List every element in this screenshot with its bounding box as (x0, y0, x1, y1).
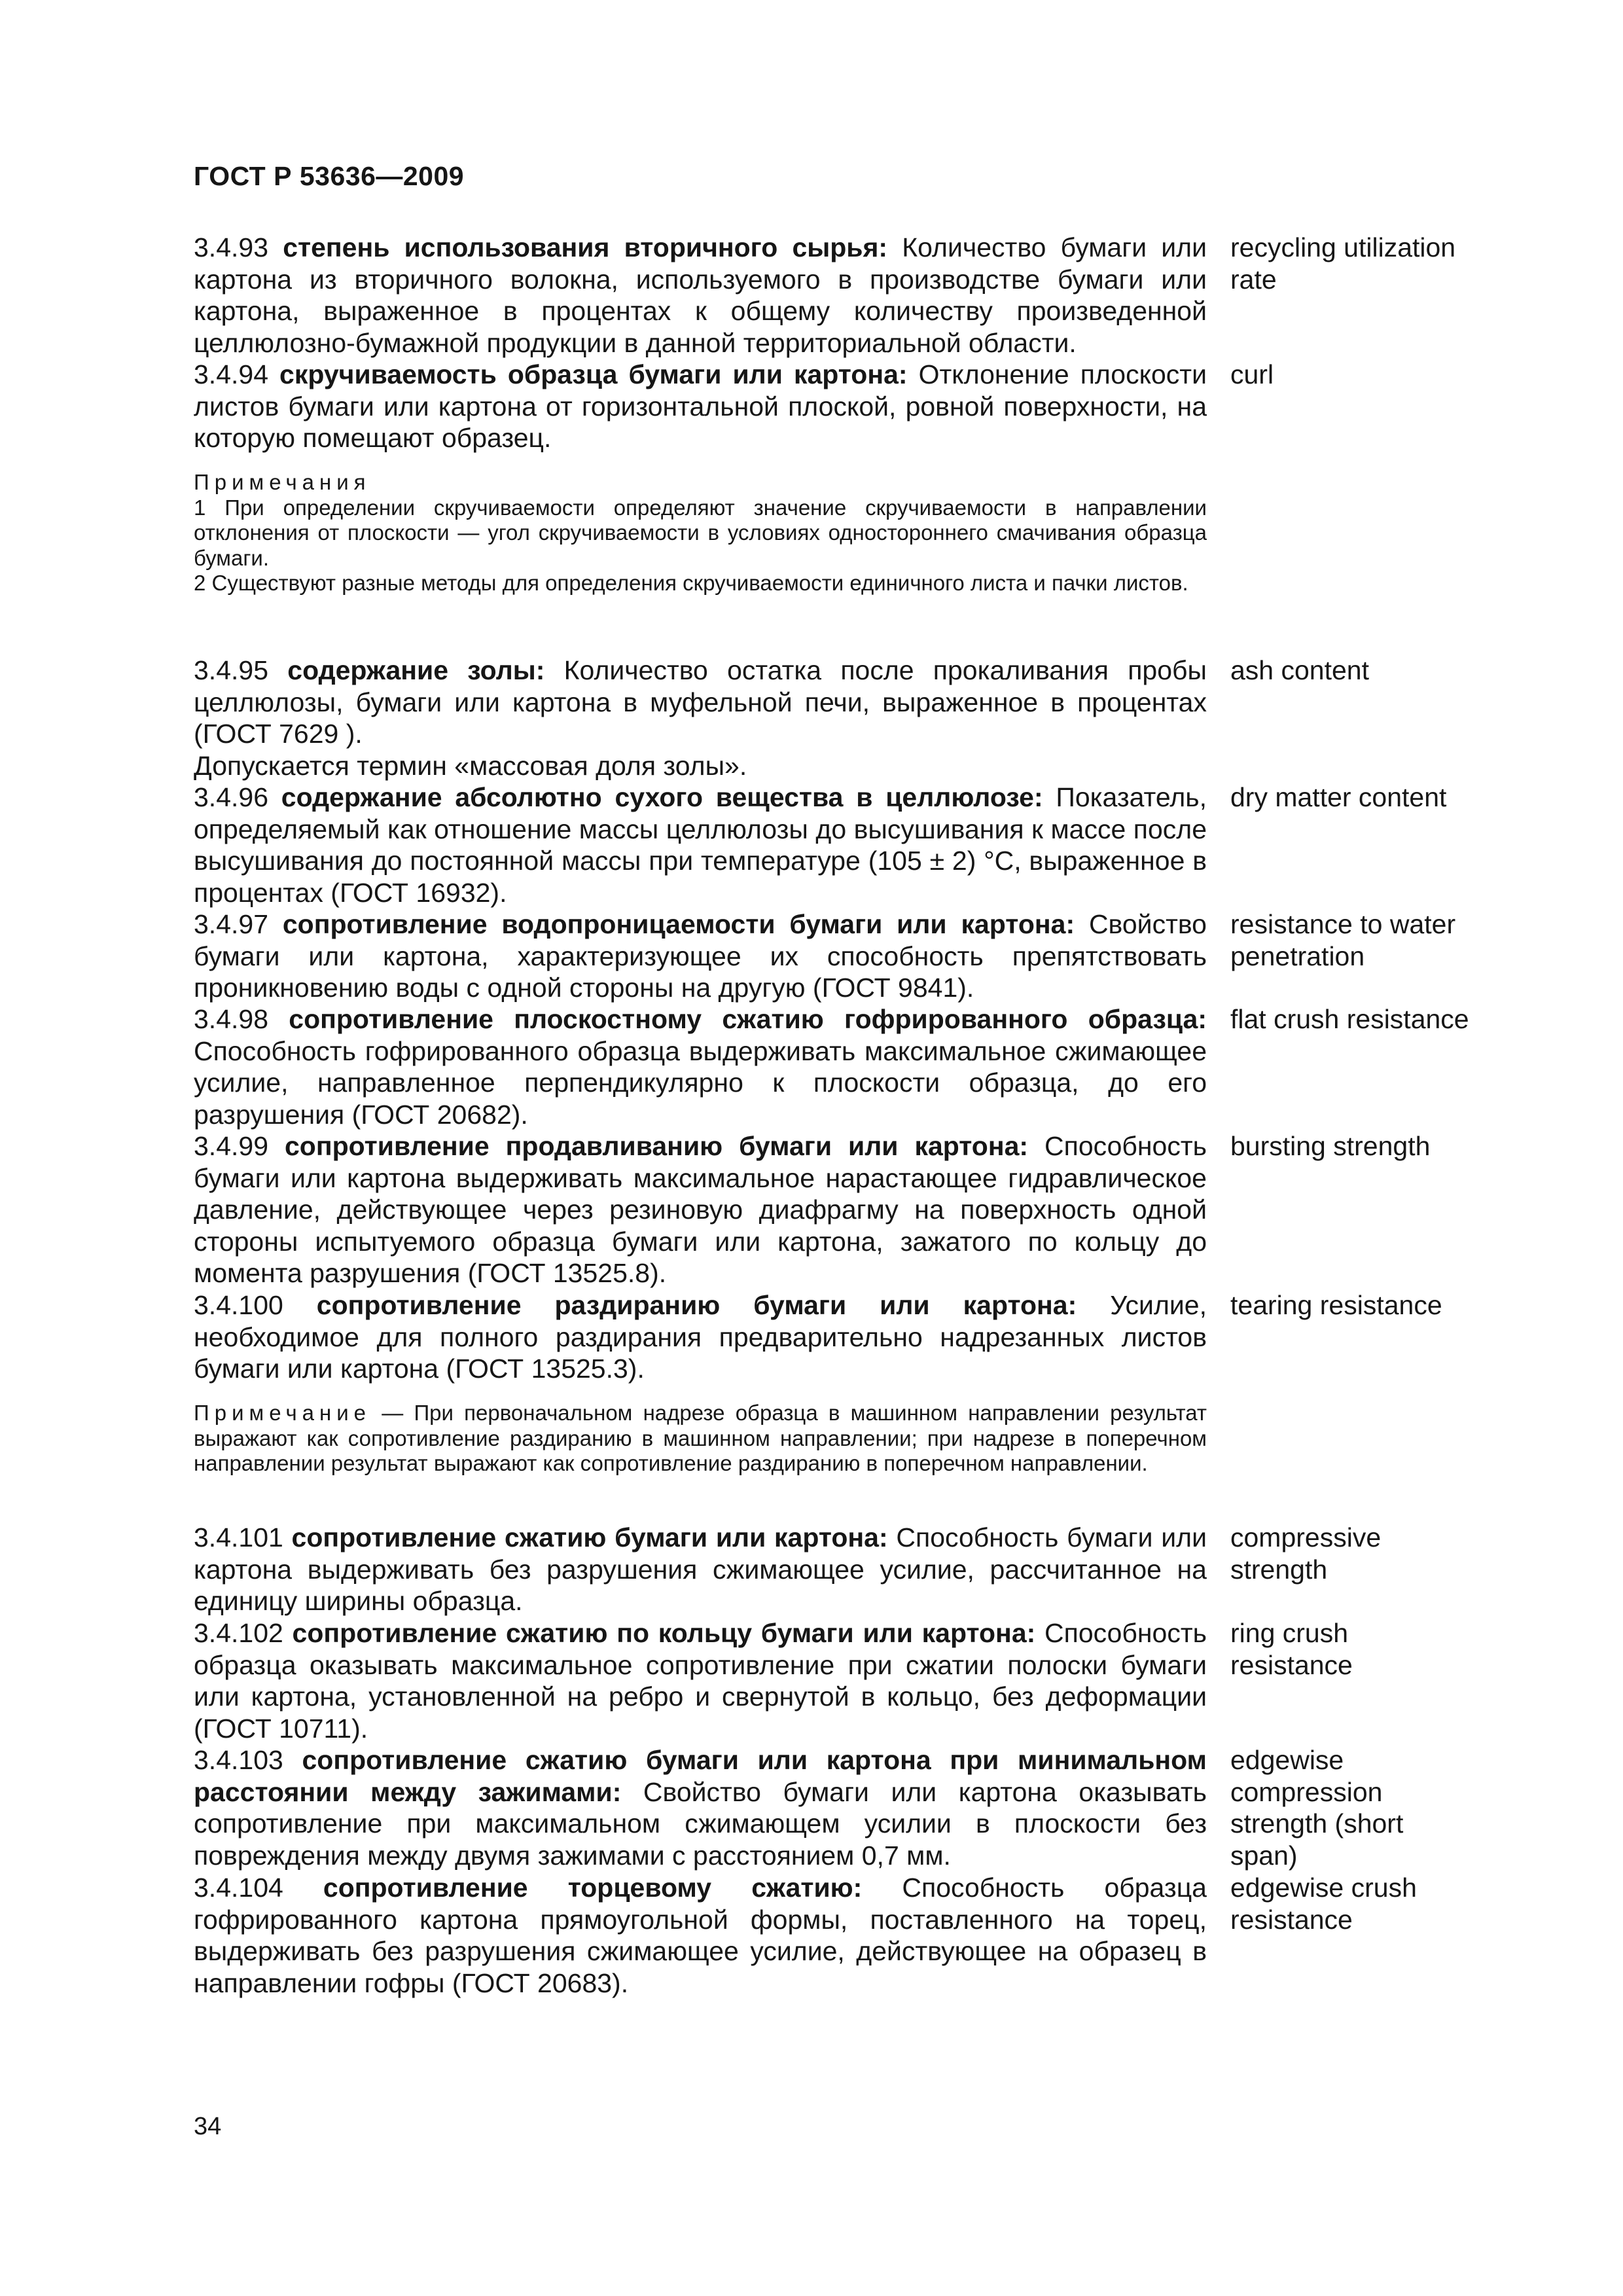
english-equivalent: curl (1230, 359, 1274, 389)
page-number: 34 (194, 2113, 222, 2140)
note-item: 2 Существуют разные методы для определения скручиваемости единичного листа и пачки листов. (194, 571, 1188, 595)
english-equivalent: resistance to water penetration (1230, 909, 1456, 971)
term-text: Количество остатка после прокаливания пробы целлюлозы, бумаги или картона в муфельной печи, выраженное в процентах (ГОСТ 7629 ). (194, 655, 1207, 749)
note-item: 1 При определении скручиваемости определяют значение скручиваемости в направлении отклонения от плоскости — угол скручиваемости в условиях одностороннего смачивания образца бумаги. (194, 495, 1207, 570)
term-name: степень использования вторичного сырья: (283, 232, 888, 262)
note-heading: Примечания (194, 470, 371, 494)
term-extra: Допускается термин «массовая доля золы». (194, 750, 747, 781)
term-definition (194, 908, 1207, 1004)
term-text: Усилие, необходимое для полного раздирания предварительно надрезанных листов бумаги или картона (ГОСТ 13525.3). (194, 1290, 1207, 1384)
term-name: содержание абсолютно сухого вещества в целлюлозе: (281, 782, 1043, 812)
term-name: сопротивление сжатию по кольцу бумаги или картона: (292, 1618, 1036, 1648)
term-number: 3.4.99 (194, 1131, 268, 1161)
term-text: Свойство бумаги или картона оказывать сопротивление при максимальном сжимающем усилии в плоскости без повреждения между двумя зажимами с расстоянием 0,7 мм. (194, 1776, 1207, 1871)
term-text: Способность бумаги или картона выдерживать максимальное нарастающее гидравлическое давление, действующее через резиновую диафрагму на поверхность одной стороны испытуемого образца бумаги или картона, зажатого по кольцу до момента разрушения (ГОСТ 13525.8). (194, 1131, 1207, 1288)
english-equivalent: recycling utilization rate (1230, 232, 1456, 295)
note-heading: Примечание (194, 1401, 372, 1425)
english-equivalent: bursting strength (1230, 1131, 1431, 1161)
term-number: 3.4.98 (194, 1004, 268, 1034)
term-number: 3.4.101 (194, 1522, 283, 1552)
term-number: 3.4.104 (194, 1873, 283, 1903)
term-name: сопротивление сжатию бумаги или картона при минимальном расстоянии между зажимами: (194, 1745, 1207, 1807)
term-name: сопротивление торцевому сжатию: (323, 1873, 863, 1903)
term-definition (194, 359, 1207, 454)
english-equivalent: edgewise compression strength (short span) (1230, 1745, 1404, 1871)
term-definition (194, 1872, 1207, 1999)
term-number: 3.4.102 (194, 1618, 283, 1648)
term-name: сопротивление сжатию бумаги или картона: (291, 1522, 888, 1552)
term-text: Способность образца оказывать максимальное сопротивление при сжатии полоски бумаги или картона, установленной на ребро и свернутой в кольцо, без деформации (ГОСТ 10711). (194, 1618, 1207, 1744)
term-definition (194, 232, 1207, 359)
english-equivalent: edgewise crush resistance (1230, 1873, 1417, 1935)
term-name: скручиваемость образца бумаги или картона: (279, 359, 908, 389)
term-text: Отклонение плоскости листов бумаги или картона от горизонтальной плоской, ровной поверхности, на которую помещают образец. (194, 359, 1207, 453)
term-name: сопротивление плоскостному сжатию гофрированного образца: (289, 1004, 1207, 1034)
term-definition (194, 1003, 1207, 1130)
document-header: ГОСТ Р 53636—2009 (194, 161, 465, 191)
note-block (194, 1401, 1207, 1477)
term-number: 3.4.93 (194, 232, 268, 262)
term-definition (194, 781, 1207, 908)
term-name: сопротивление продавливанию бумаги или картона: (284, 1131, 1029, 1161)
term-number: 3.4.96 (194, 782, 268, 812)
term-definition (194, 1289, 1207, 1385)
english-equivalent: flat crush resistance (1230, 1004, 1469, 1034)
term-number: 3.4.97 (194, 909, 268, 939)
term-text: Способность бумаги или картона выдерживать без разрушения сжимающее усилие, рассчитанное на единицу ширины образца. (194, 1522, 1207, 1616)
term-name: сопротивление раздиранию бумаги или картона: (316, 1290, 1077, 1320)
term-text: Способность гофрированного образца выдерживать максимальное сжимающее усилие, направленное перпендикулярно к плоскости образца, до его разрушения (ГОСТ 20682). (194, 1035, 1207, 1130)
term-text: Способность образца гофрированного картона прямоугольной формы, поставленного на торец, выдерживать без разрушения сжимающее усилие, действующее на образец в направлении гофры (ГОСТ 20683). (194, 1873, 1207, 1998)
term-name: сопротивление водопроницаемости бумаги или картона: (282, 909, 1075, 939)
term-number: 3.4.103 (194, 1745, 283, 1775)
note-block (194, 470, 1207, 596)
term-text: Свойство бумаги или картона, характеризующее их способность препятствовать проникновению воды с одной стороны на другую (ГОСТ 9841). (194, 909, 1207, 1003)
english-equivalent: dry matter content (1230, 782, 1447, 812)
term-definition (194, 1744, 1207, 1871)
english-equivalent: ash content (1230, 655, 1369, 685)
term-name: содержание золы: (287, 655, 545, 685)
term-definition (194, 1130, 1207, 1289)
term-number: 3.4.95 (194, 655, 268, 685)
term-text: Показатель, определяемый как отношение массы целлюлозы до высушивания к массе после высушивания до постоянной массы при температуре (105 ± 2) °С, выраженное в процентах (ГОСТ 16932). (194, 782, 1207, 908)
english-equivalent: tearing resistance (1230, 1290, 1442, 1320)
term-number: 3.4.94 (194, 359, 268, 389)
english-equivalent: compressive strength (1230, 1522, 1382, 1585)
term-number: 3.4.100 (194, 1290, 283, 1320)
term-definition (194, 1617, 1207, 1744)
note-text: Примечание — При первоначальном надрезе образца в машинном направлении результат выражают как сопротивление раздиранию в машинном направлении; при надрезе в поперечном направлении результат выражают как сопротивление раздиранию в поперечном направлении. (194, 1401, 1207, 1475)
term-text: Количество бумаги или картона из вторичного волокна, используемого в производстве бумаги или картона, выраженное в процентах к общему количеству произведенной целлюлозно-бумажной продукции в данной территориальной области. (194, 232, 1207, 358)
english-equivalent: ring crush resistance (1230, 1618, 1353, 1680)
term-definition (194, 655, 1207, 781)
term-definition (194, 1522, 1207, 1617)
